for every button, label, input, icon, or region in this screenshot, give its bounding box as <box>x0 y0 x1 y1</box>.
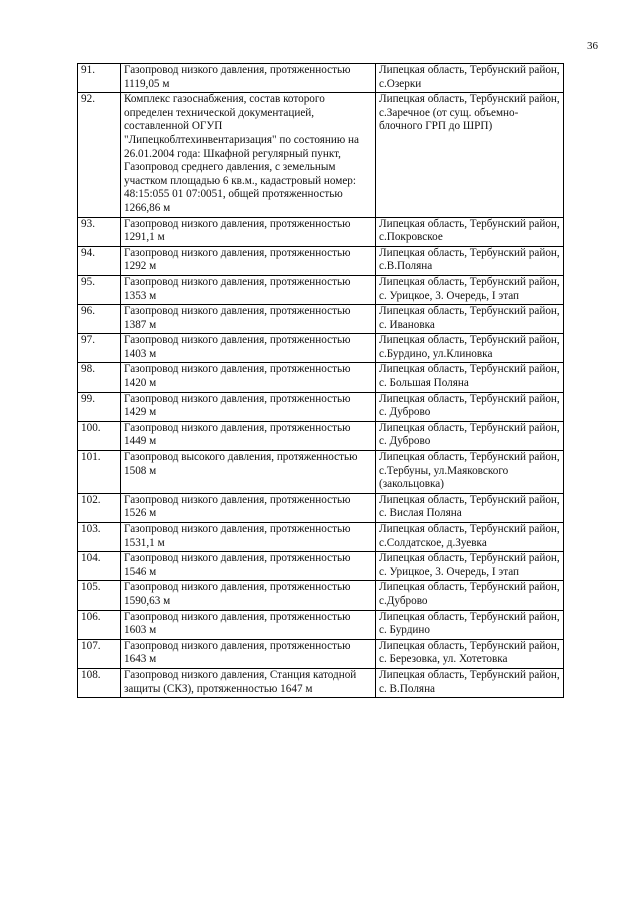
object-address: Липецкая область, Тербунский район, с.Покровское <box>376 217 564 246</box>
object-address: Липецкая область, Тербунский район, с. Березовка, ул. Хотетовка <box>376 639 564 668</box>
object-name: Газопровод низкого давления, Станция катодной защиты (СКЗ), протяженностью 1647 м <box>121 668 376 697</box>
row-number: 103. <box>78 523 121 552</box>
row-number: 106. <box>78 610 121 639</box>
table-row <box>78 334 564 363</box>
table-row <box>78 363 564 392</box>
object-name: Газопровод низкого давления, протяженностью 1387 м <box>121 305 376 334</box>
object-name: Газопровод низкого давления, протяженностью 1119,05 м <box>121 64 376 93</box>
table-row <box>78 246 564 275</box>
table-row <box>78 552 564 581</box>
table-row <box>78 392 564 421</box>
row-number: 94. <box>78 246 121 275</box>
row-number: 91. <box>78 64 121 93</box>
table-row <box>78 217 564 246</box>
row-number: 99. <box>78 392 121 421</box>
row-number: 101. <box>78 451 121 494</box>
object-name: Газопровод низкого давления, протяженностью 1403 м <box>121 334 376 363</box>
table-row <box>78 493 564 522</box>
table-row <box>78 668 564 697</box>
object-name: Комплекс газоснабжения, состав которого определен технической документацией, составленной ОГУП "Липецкоблтехинвентаризация" по состоянию на 26.01.2004 года: Шкафной регулярный пункт, Газопровод среднего давления, с земельным участком площадью 6 кв.м., кадастровый номер: 48:15:055 01 07:0051, общей протяженностью 1266,86 м <box>121 93 376 217</box>
object-address: Липецкая область, Тербунский район, с. Урицкое, 3. Очередь, I этап <box>376 552 564 581</box>
object-name: Газопровод низкого давления, протяженностью 1449 м <box>121 421 376 450</box>
table-body <box>78 64 564 698</box>
object-name: Газопровод низкого давления, протяженностью 1590,63 м <box>121 581 376 610</box>
object-address: Липецкая область, Тербунский район, с.Озерки <box>376 64 564 93</box>
object-address: Липецкая область, Тербунский район, с. Большая Поляна <box>376 363 564 392</box>
table-row <box>78 610 564 639</box>
object-address: Липецкая область, Тербунский район, с.Бурдино, ул.Клиновка <box>376 334 564 363</box>
object-address: Липецкая область, Тербунский район, с. Урицкое, 3. Очередь, I этап <box>376 275 564 304</box>
object-address: Липецкая область, Тербунский район, с. Бурдино <box>376 610 564 639</box>
object-address: Липецкая область, Тербунский район, с. Дуброво <box>376 392 564 421</box>
object-name: Газопровод низкого давления, протяженностью 1603 м <box>121 610 376 639</box>
row-number: 98. <box>78 363 121 392</box>
property-table <box>77 63 564 698</box>
page-number: 36 <box>587 40 598 52</box>
object-address: Липецкая область, Тербунский район, с. Ивановка <box>376 305 564 334</box>
object-address: Липецкая область, Тербунский район, с.Заречное (от сущ. объемно-блочного ГРП до ШРП) <box>376 93 564 217</box>
row-number: 97. <box>78 334 121 363</box>
object-name: Газопровод низкого давления, протяженностью 1353 м <box>121 275 376 304</box>
row-number: 100. <box>78 421 121 450</box>
object-name: Газопровод низкого давления, протяженностью 1531,1 м <box>121 523 376 552</box>
table-row <box>78 275 564 304</box>
table-row <box>78 451 564 494</box>
row-number: 95. <box>78 275 121 304</box>
object-name: Газопровод низкого давления, протяженностью 1546 м <box>121 552 376 581</box>
object-address: Липецкая область, Тербунский район, с.Солдатское, д.Зуевка <box>376 523 564 552</box>
object-name: Газопровод высокого давления, протяженностью 1508 м <box>121 451 376 494</box>
table-row <box>78 305 564 334</box>
row-number: 96. <box>78 305 121 334</box>
object-name: Газопровод низкого давления, протяженностью 1643 м <box>121 639 376 668</box>
object-name: Газопровод низкого давления, протяженностью 1291,1 м <box>121 217 376 246</box>
object-name: Газопровод низкого давления, протяженностью 1292 м <box>121 246 376 275</box>
table-row <box>78 64 564 93</box>
object-address: Липецкая область, Тербунский район, с. Вислая Поляна <box>376 493 564 522</box>
row-number: 107. <box>78 639 121 668</box>
row-number: 108. <box>78 668 121 697</box>
table-row <box>78 93 564 217</box>
object-address: Липецкая область, Тербунский район, с.Дуброво <box>376 581 564 610</box>
row-number: 92. <box>78 93 121 217</box>
table-row <box>78 639 564 668</box>
object-name: Газопровод низкого давления, протяженностью 1429 м <box>121 392 376 421</box>
object-address: Липецкая область, Тербунский район, с. Дуброво <box>376 421 564 450</box>
table-row <box>78 523 564 552</box>
row-number: 93. <box>78 217 121 246</box>
table-row <box>78 581 564 610</box>
object-address: Липецкая область, Тербунский район, с.В.Поляна <box>376 246 564 275</box>
object-address: Липецкая область, Тербунский район, с.Тербуны, ул.Маяковского (закольцовка) <box>376 451 564 494</box>
row-number: 102. <box>78 493 121 522</box>
row-number: 104. <box>78 552 121 581</box>
table-row <box>78 421 564 450</box>
object-address: Липецкая область, Тербунский район, с. В.Поляна <box>376 668 564 697</box>
object-name: Газопровод низкого давления, протяженностью 1526 м <box>121 493 376 522</box>
object-name: Газопровод низкого давления, протяженностью 1420 м <box>121 363 376 392</box>
row-number: 105. <box>78 581 121 610</box>
